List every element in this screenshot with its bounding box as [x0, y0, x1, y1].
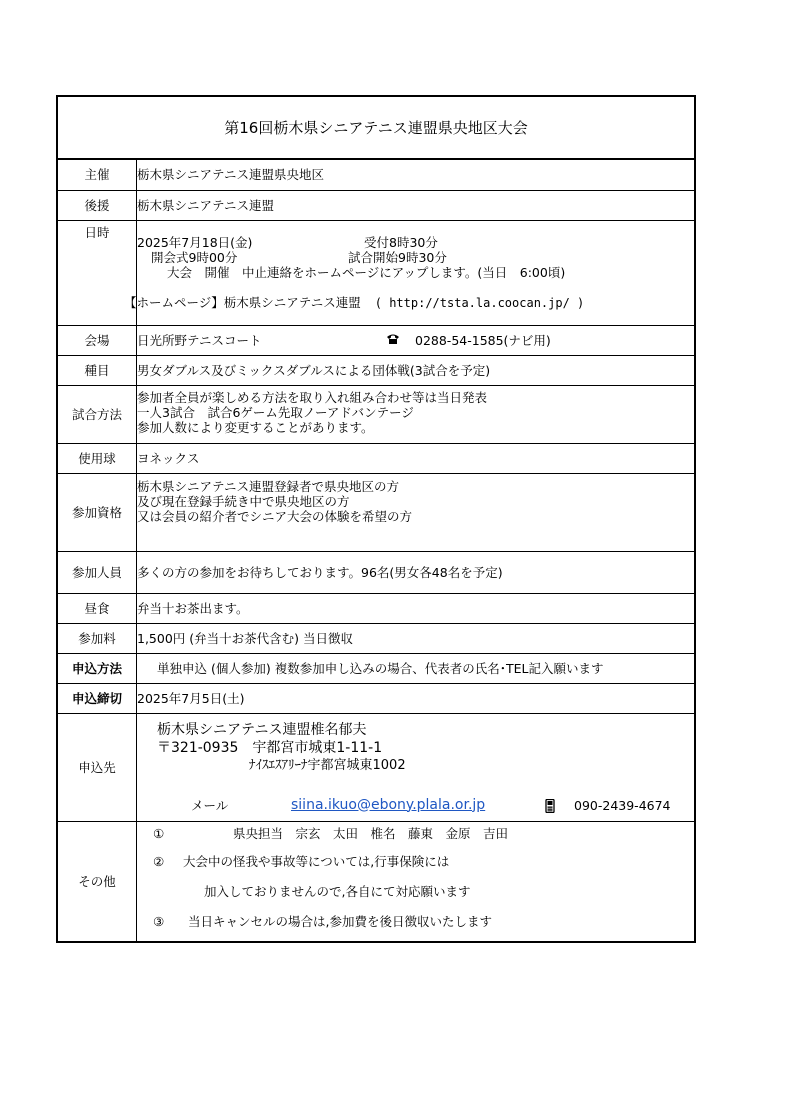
row-fee [58, 623, 694, 653]
row-deadline [58, 683, 694, 713]
value-deadline: 2025年7月5日(土) [137, 683, 695, 713]
eligibility-line: 又は会員の紹介者でシニア大会の体験を希望の方 [137, 508, 413, 524]
item3-number: ③ [153, 913, 165, 929]
homepage-label: 【ホームページ】栃木県シニアテニス連盟 [124, 294, 361, 310]
value-event: 男女ダブルス及びミックスダブルスによる団体戦(3試合を予定) [137, 355, 695, 385]
item2-text-b: 加入しておりませんので,各自にて対応願います [204, 883, 471, 899]
row-participants [58, 551, 694, 593]
row-eligibility [58, 473, 694, 551]
mobile-number: 090-2439-4674 [574, 797, 671, 813]
item1-text: 県央担当 宗玄 太田 椎名 藤東 金原 吉田 [233, 825, 509, 841]
value-application: 単独申込 (個人参加) 複数参加申し込みの場合、代表者の氏名･TEL記入願います [137, 653, 695, 683]
row-other [58, 821, 694, 941]
reception-time: 受付8時30分 [364, 234, 438, 250]
value-date [124, 220, 695, 325]
label-date: 日時 [58, 220, 137, 325]
row-format [58, 385, 694, 443]
contact-building: ﾅｲｽｴｽｱﾘｰﾅ宇都宮城東1002 [249, 757, 406, 773]
value-venue [137, 325, 695, 355]
venue-name: 日光所野テニスコート [137, 332, 262, 348]
eligibility-line: 栃木県シニアテニス連盟登録者で県央地区の方 [137, 478, 400, 494]
document-title: 第16回栃木県シニアテニス連盟県央地区大会 [58, 97, 694, 160]
item2-text-a: 大会中の怪我や事故等については,行事保険には [183, 853, 450, 869]
event-day: 2025年7月18日(金) [137, 234, 253, 250]
event-info-table [58, 160, 694, 941]
value-host: 栃木県シニアテニス連盟県央地区 [137, 160, 695, 190]
value-other [137, 821, 695, 941]
label-eligibility: 参加資格 [58, 473, 137, 551]
value-eligibility [137, 473, 695, 551]
label-venue: 会場 [58, 325, 137, 355]
value-apply-to [137, 713, 695, 821]
match-start-time: 試合開始9時30分 [348, 249, 447, 265]
label-host: 主催 [58, 160, 137, 190]
row-host [58, 160, 694, 190]
label-deadline: 申込締切 [58, 683, 137, 713]
label-ball: 使用球 [58, 443, 137, 473]
contact-address: 〒321-0935 宇都宮市城東1-11-1 [157, 739, 383, 756]
eligibility-line: 及び現在登録手続き中で県央地区の方 [137, 493, 350, 509]
format-line: 一人3試合 試合6ゲーム先取ノーアドバンテージ [137, 404, 414, 420]
label-event: 種目 [58, 355, 137, 385]
telephone-icon [386, 333, 400, 348]
item3-text: 当日キャンセルの場合は,参加費を後日徴収いたします [188, 913, 492, 929]
homepage-url[interactable]: ( http://tsta.la.coocan.jp/ ) [374, 295, 585, 310]
event-document [56, 95, 696, 943]
row-venue [58, 325, 694, 355]
value-lunch: 弁当十お茶出ます。 [137, 593, 695, 623]
item2-number: ② [153, 853, 165, 869]
row-ball [58, 443, 694, 473]
row-apply-to [58, 713, 694, 821]
mobile-phone-icon [545, 799, 555, 816]
label-other: その他 [58, 821, 137, 941]
venue-phone: 0288-54-1585(ナビ用) [415, 332, 551, 348]
value-format [137, 385, 695, 443]
label-lunch: 昼食 [58, 593, 137, 623]
format-line: 参加人数により変更することがあります。 [137, 419, 374, 435]
label-fee: 参加料 [58, 623, 137, 653]
opening-time: 開会式9時00分 [151, 249, 238, 265]
cancel-note: 大会 開催 中止連絡をホームページにアップします。(当日 6:00頃) [167, 264, 566, 280]
row-event [58, 355, 694, 385]
item1-number: ① [153, 825, 165, 841]
contact-mail-line [191, 798, 721, 813]
value-support: 栃木県シニアテニス連盟 [137, 190, 695, 220]
row-date [58, 220, 694, 325]
label-participants: 参加人員 [58, 551, 137, 593]
row-application [58, 653, 694, 683]
mail-label: メール [191, 797, 229, 813]
row-support [58, 190, 694, 220]
label-support: 後援 [58, 190, 137, 220]
value-fee: 1,500円 (弁当十お茶代含む) 当日徴収 [137, 623, 695, 653]
label-apply-to: 申込先 [58, 713, 137, 821]
value-participants: 多くの方の参加をお待ちしております。96名(男女各48名を予定) [137, 551, 695, 593]
row-lunch [58, 593, 694, 623]
email-link[interactable]: siina.ikuo@ebony.plala.or.jp [291, 796, 486, 813]
label-format: 試合方法 [58, 385, 137, 443]
contact-name: 栃木県シニアテニス連盟椎名郁夫 [157, 721, 367, 738]
label-application: 申込方法 [58, 653, 137, 683]
format-line: 参加者全員が楽しめる方法を取り入れ組み合わせ等は当日発表 [137, 389, 488, 405]
value-ball: ヨネックス [137, 443, 695, 473]
